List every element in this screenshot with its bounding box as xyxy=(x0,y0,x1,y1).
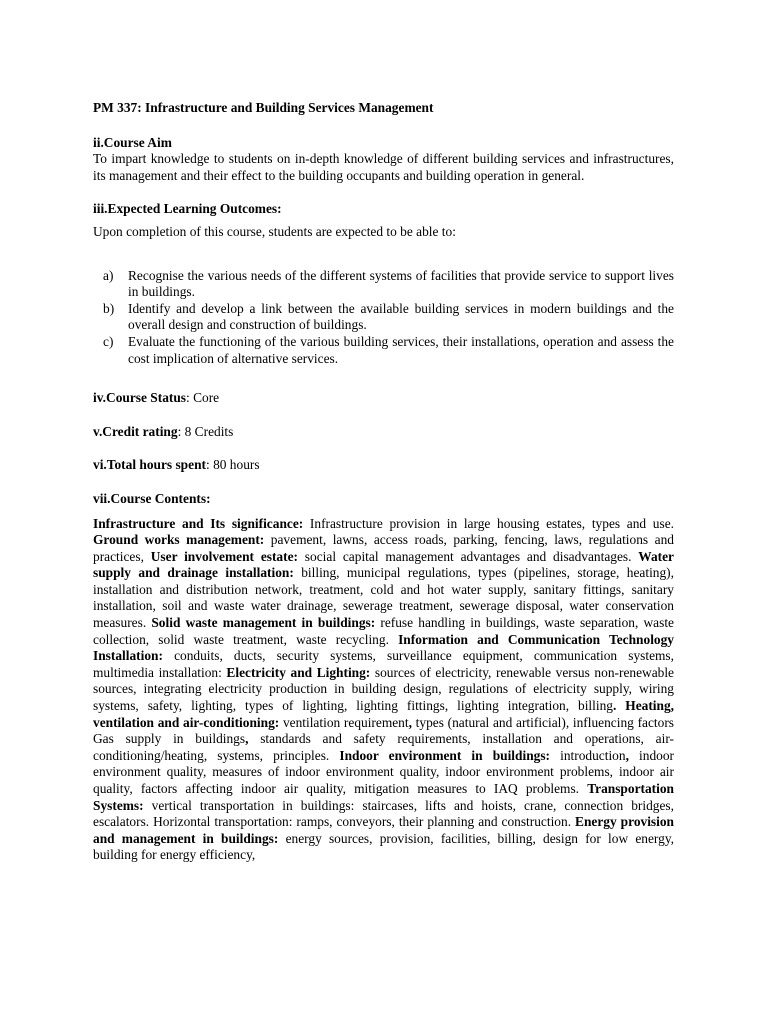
total-hours-label: vi.Total hours spent xyxy=(93,457,206,473)
total-hours xyxy=(93,457,674,474)
learning-outcomes-heading: iii.Expected Learning Outcomes: xyxy=(93,201,282,217)
course-status-label: iv.Course Status xyxy=(93,390,187,406)
contents-topic-heading: Information and Communication Technology Installation: xyxy=(93,631,675,664)
document-title: PM 337: Infrastructure and Building Services Management xyxy=(93,100,434,115)
contents-topic-heading: , xyxy=(408,714,412,730)
total-hours-value: 80 hours xyxy=(213,457,260,473)
contents-topic-text: sources of electricity, renewable versus non-renewable sources, integrating electricity production in building design, regulations of electricity supply, wiring systems, safety, lighting, types of lighting, lighting fittings, lighting integration, billing xyxy=(93,664,674,714)
contents-topic-text: pavement, lawns, access roads, parking, fencing, laws, regulations and practices, xyxy=(93,532,674,564)
outcome-marker: a) xyxy=(103,267,114,283)
total-hours-sep: : xyxy=(205,457,214,473)
contents-topic-text: billing, municipal regulations, types (pipelines, storage, heating), installation and distribution network, treatment, cold and hot water supply, sanitary fittings, sanitary installation, soil and waste water drainage, sewerage treatment, sewerage disposal, water conservation measures. xyxy=(93,565,674,631)
course-aim-section xyxy=(93,135,674,185)
contents-topic-text: ventilation requirement xyxy=(279,714,409,730)
contents-topic-heading: Solid waste management in buildings: xyxy=(151,615,376,631)
contents-topic-text: Infrastructure provision in large housing estates, types and use. xyxy=(303,515,674,531)
contents-topic-heading: , xyxy=(625,747,629,763)
contents-topic-text: conduits, ducts, security systems, surveillance equipment, communication systems, multimedia installation: xyxy=(93,648,674,680)
contents-topic-heading: Indoor environment in buildings: xyxy=(339,747,551,763)
contents-topic-text: vertical transportation in buildings: staircases, lifts and hoists, crane, connection bridges, escalators. Horizontal transportation: ramps, conveyors, their planning and construction. xyxy=(93,797,674,830)
course-aim-text: To impart knowledge to students on in-depth knowledge of different building services and infrastructures, its management and their effect to the building occupants and building operation in general. xyxy=(93,151,674,183)
outcome-item xyxy=(93,301,674,334)
credit-rating-value: 8 Credits xyxy=(184,423,234,439)
outcome-item xyxy=(93,268,674,301)
contents-topic-text: social capital management advantages and disadvantages. xyxy=(298,548,639,564)
contents-topic-heading: Ground works management: xyxy=(93,532,265,548)
credit-rating-label: v.Credit rating xyxy=(93,423,178,439)
contents-topic-heading: Transportation Systems: xyxy=(93,781,674,813)
contents-topic-heading: , xyxy=(245,731,249,747)
course-status-value: Core xyxy=(193,390,220,406)
outcome-marker: c) xyxy=(103,333,114,349)
contents-topic-heading: Water supply and drainage installation: xyxy=(93,548,674,581)
contents-topic-text: introduction xyxy=(550,747,626,763)
learning-outcomes-section xyxy=(93,201,674,367)
contents-topic-text: standards and safety requirements, installation and operations, air-conditioning/heating, systems, principles. xyxy=(93,731,674,763)
contents-topic-text: types (natural and artificial), influencing factors Gas supply in buildings xyxy=(93,714,675,747)
contents-topic-text: refuse handling in buildings, waste separation, waste collection, solid waste treatment, waste recycling. xyxy=(93,615,674,647)
course-contents-heading: vii.Course Contents: xyxy=(93,490,211,506)
contents-topic-heading: Electricity and Lighting: xyxy=(226,664,371,680)
outcome-text: Recognise the various needs of the different systems of facilities that provide service to support lives in buildings. xyxy=(128,267,674,300)
outcome-marker: b) xyxy=(103,300,115,316)
document-page xyxy=(93,100,674,864)
outcome-text: Identify and develop a link between the available building services in modern buildings and the overall design and construction of buildings. xyxy=(128,300,674,333)
course-aim-heading: ii.Course Aim xyxy=(93,134,172,150)
credit-rating-sep: : xyxy=(177,423,185,439)
course-contents-text xyxy=(93,516,674,864)
outcome-text: Evaluate the functioning of the various building services, their installations, operation and assess the cost implication of alternative services. xyxy=(128,333,674,366)
learning-outcomes-intro: Upon completion of this course, students are expected to be able to: xyxy=(93,223,456,239)
course-status xyxy=(93,390,674,407)
learning-outcomes-list xyxy=(93,268,674,368)
contents-topic-heading: Energy provision and management in buildings: xyxy=(93,814,674,846)
contents-topic-heading: User involvement estate: xyxy=(150,548,298,564)
contents-topic-text: indoor environment quality, measures of indoor environment quality, indoor environment problems, indoor air quality, factors affecting indoor air quality, mitigation measures to IAQ problems. xyxy=(93,747,674,796)
contents-topic-heading: . Heating, ventilation and air-conditioning: xyxy=(93,698,675,730)
credit-rating xyxy=(93,424,674,441)
outcome-item xyxy=(93,334,674,367)
contents-topic-heading: Infrastructure and Its significance: xyxy=(93,515,304,531)
course-status-sep: : xyxy=(186,390,194,406)
contents-topic-text: energy sources, provision, facilities, billing, design for low energy, building for energy efficiency, xyxy=(93,830,674,863)
